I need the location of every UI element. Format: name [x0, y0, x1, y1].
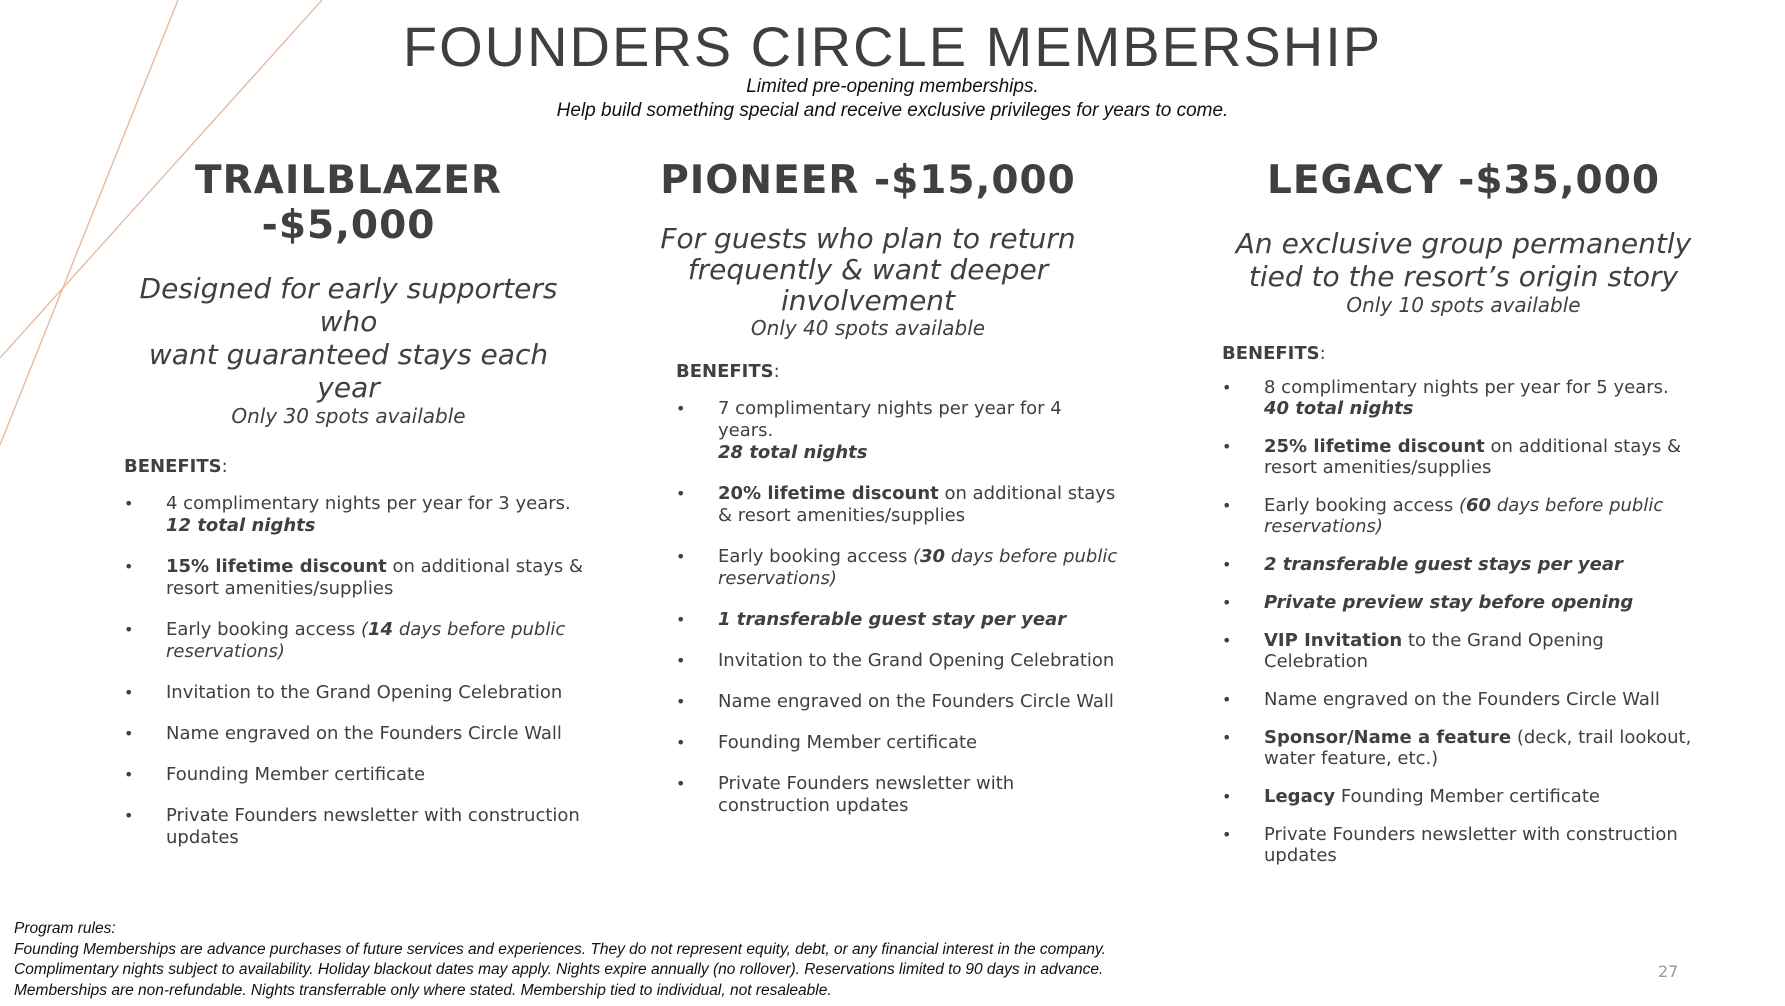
- benefit-text: Sponsor/Name a feature: [1264, 727, 1512, 748]
- benefit-text: 15% lifetime discount: [166, 556, 387, 577]
- benefit-item: [676, 546, 1121, 590]
- benefit-text: Name engraved on the Founders Circle Wall: [166, 723, 562, 744]
- benefit-text: 8 complimentary nights per year for 5 years.: [1264, 377, 1669, 398]
- benefit-text: 12 total nights: [166, 515, 316, 536]
- page-title: FOUNDERS CIRCLE MEMBERSHIP: [402, 15, 1383, 78]
- benefit-list: [1222, 377, 1692, 866]
- benefit-item: [676, 691, 1121, 713]
- benefit-item: [1222, 592, 1692, 613]
- benefit-item: [676, 650, 1121, 672]
- benefit-text: Early booking access: [166, 619, 361, 640]
- benefits-label: BENEFITS: [124, 456, 222, 477]
- benefit-item: [124, 556, 594, 600]
- benefit-item: [1222, 377, 1692, 419]
- tier-tagline: [1230, 227, 1697, 293]
- benefit-text: Invitation to the Grand Opening Celebration: [166, 682, 563, 703]
- benefit-text: Private Founders newsletter with construction updates: [166, 805, 580, 848]
- benefit-text: Private preview stay before opening: [1264, 592, 1634, 613]
- benefits-heading: [1222, 343, 1697, 364]
- benefit-text: (: [913, 546, 921, 567]
- tier-tagline: [578, 223, 1158, 316]
- tier-name: TRAILBLAZER -$5,000: [195, 158, 502, 248]
- tagline-line: For guests who plan to return: [660, 222, 1076, 255]
- benefit-item: [1222, 554, 1692, 575]
- benefit-text: 20% lifetime discount: [718, 483, 939, 504]
- benefits-colon: :: [1319, 343, 1326, 364]
- benefit-item: [124, 682, 594, 704]
- benefit-text: 1 transferable guest stay per year: [718, 609, 1067, 630]
- benefit-text: 30: [920, 546, 946, 567]
- benefit-text: to the Grand Opening Celebration: [1264, 630, 1604, 672]
- tagline-line: want guaranteed stays each year: [148, 338, 549, 404]
- benefit-text: Early booking access: [718, 546, 913, 567]
- rules-line: Complimentary nights subject to availability. Holiday blackout dates may apply. Nights expire annually (no rollover). Reservations limited to 90 days in advance.: [14, 961, 1104, 978]
- spots-available: Only 40 spots available: [750, 316, 986, 340]
- benefit-text: Private Founders newsletter with construction updates: [1264, 824, 1678, 866]
- benefit-list: [676, 398, 1121, 817]
- benefit-text: 7 complimentary nights per year for 4 years.: [718, 398, 1062, 441]
- tagline-line: Designed for early supporters who: [139, 272, 558, 338]
- tier-tagline: [116, 272, 581, 404]
- benefits-colon: :: [773, 361, 780, 382]
- benefit-text: on additional stays & resort amenities/supplies: [718, 483, 1116, 526]
- benefit-text: 4 complimentary nights per year for 3 years.: [166, 493, 571, 514]
- benefit-text: (deck, trail lookout, water feature, etc.): [1264, 727, 1692, 769]
- benefit-text: on additional stays & resort amenities/supplies: [1264, 436, 1682, 478]
- benefit-text: days before public reservations): [1264, 495, 1664, 537]
- benefit-list: [124, 493, 594, 849]
- benefit-text: Founding Member certificate: [718, 732, 978, 753]
- benefit-text: Legacy: [1264, 786, 1336, 807]
- program-rules: [14, 919, 1106, 1001]
- benefit-text: 28 total nights: [718, 442, 868, 463]
- benefit-text: Name engraved on the Founders Circle Wall: [1264, 689, 1660, 710]
- benefit-item: [1222, 436, 1692, 478]
- benefit-item: [1222, 630, 1692, 672]
- benefit-item: [1222, 727, 1692, 769]
- benefit-text: Founding Member certificate: [1335, 786, 1600, 807]
- page-number: 27: [1658, 962, 1679, 981]
- benefit-text: (: [1459, 495, 1467, 516]
- benefits-colon: :: [221, 456, 228, 477]
- benefit-item: [124, 723, 594, 745]
- benefit-item: [676, 732, 1121, 754]
- benefits-label: BENEFITS: [676, 361, 774, 382]
- benefits-heading: [676, 361, 1158, 382]
- benefit-text: (: [361, 619, 369, 640]
- benefit-text: days before public reservations): [718, 546, 1118, 589]
- benefit-item: [1222, 495, 1692, 537]
- benefit-text: 40 total nights: [1264, 398, 1414, 419]
- benefit-text: 25% lifetime discount: [1264, 436, 1485, 457]
- tier-trailblazer: [116, 158, 584, 868]
- tier-name: PIONEER -$15,000: [660, 158, 1076, 203]
- benefit-text: Private Founders newsletter with construction updates: [718, 773, 1015, 816]
- benefit-item: [124, 493, 594, 537]
- rules-line: Founding Memberships are advance purchases of future services and experiences. They do not represent equity, debt, or any financial interest in the company.: [14, 940, 1106, 958]
- rules-line: Memberships are non-refundable. Nights transferrable only where stated. Membership tied to individual, not resaleable.: [14, 981, 832, 999]
- subtitle-line-1: Limited pre-opening memberships.: [746, 76, 1039, 97]
- benefits-label: BENEFITS: [1222, 343, 1320, 364]
- benefit-item: [1222, 786, 1692, 807]
- spots-available: Only 10 spots available: [1346, 293, 1581, 317]
- benefit-text: 60: [1466, 495, 1492, 516]
- benefit-item: [1222, 824, 1692, 866]
- benefit-item: [1222, 689, 1692, 710]
- benefit-item: [676, 609, 1121, 631]
- benefit-item: [676, 483, 1121, 527]
- benefit-text: VIP Invitation: [1264, 630, 1403, 651]
- tagline-line: frequently & want deeper: [687, 253, 1049, 286]
- benefit-item: [124, 805, 594, 849]
- tier-pioneer: [660, 158, 1158, 836]
- benefit-text: Early booking access: [1264, 495, 1459, 516]
- benefit-text: Name engraved on the Founders Circle Wall: [718, 691, 1114, 712]
- benefit-text: days before public reservations): [166, 619, 566, 662]
- benefit-text: Invitation to the Grand Opening Celebration: [718, 650, 1115, 671]
- rules-heading: Program rules:: [14, 920, 116, 937]
- tagline-line: tied to the resort’s origin story: [1248, 260, 1679, 293]
- benefit-text: 2 transferable guest stays per year: [1264, 554, 1623, 575]
- benefit-text: Founding Member certificate: [166, 764, 426, 785]
- subtitle-line-2: Help build something special and receive exclusive privileges for years to come.: [556, 100, 1229, 121]
- benefit-item: [676, 398, 1121, 464]
- spots-available: Only 30 spots available: [231, 404, 466, 428]
- tagline-line: An exclusive group permanently: [1235, 227, 1692, 260]
- tier-legacy: [1222, 158, 1697, 883]
- tagline-line: involvement: [780, 284, 956, 317]
- benefit-item: [124, 764, 594, 786]
- benefit-text: on additional stays & resort amenities/supplies: [166, 556, 584, 599]
- tier-name: LEGACY -$35,000: [1267, 158, 1660, 203]
- benefit-item: [124, 619, 594, 663]
- benefit-item: [676, 773, 1121, 817]
- benefits-heading: [124, 456, 581, 477]
- benefit-text: 14: [368, 619, 394, 640]
